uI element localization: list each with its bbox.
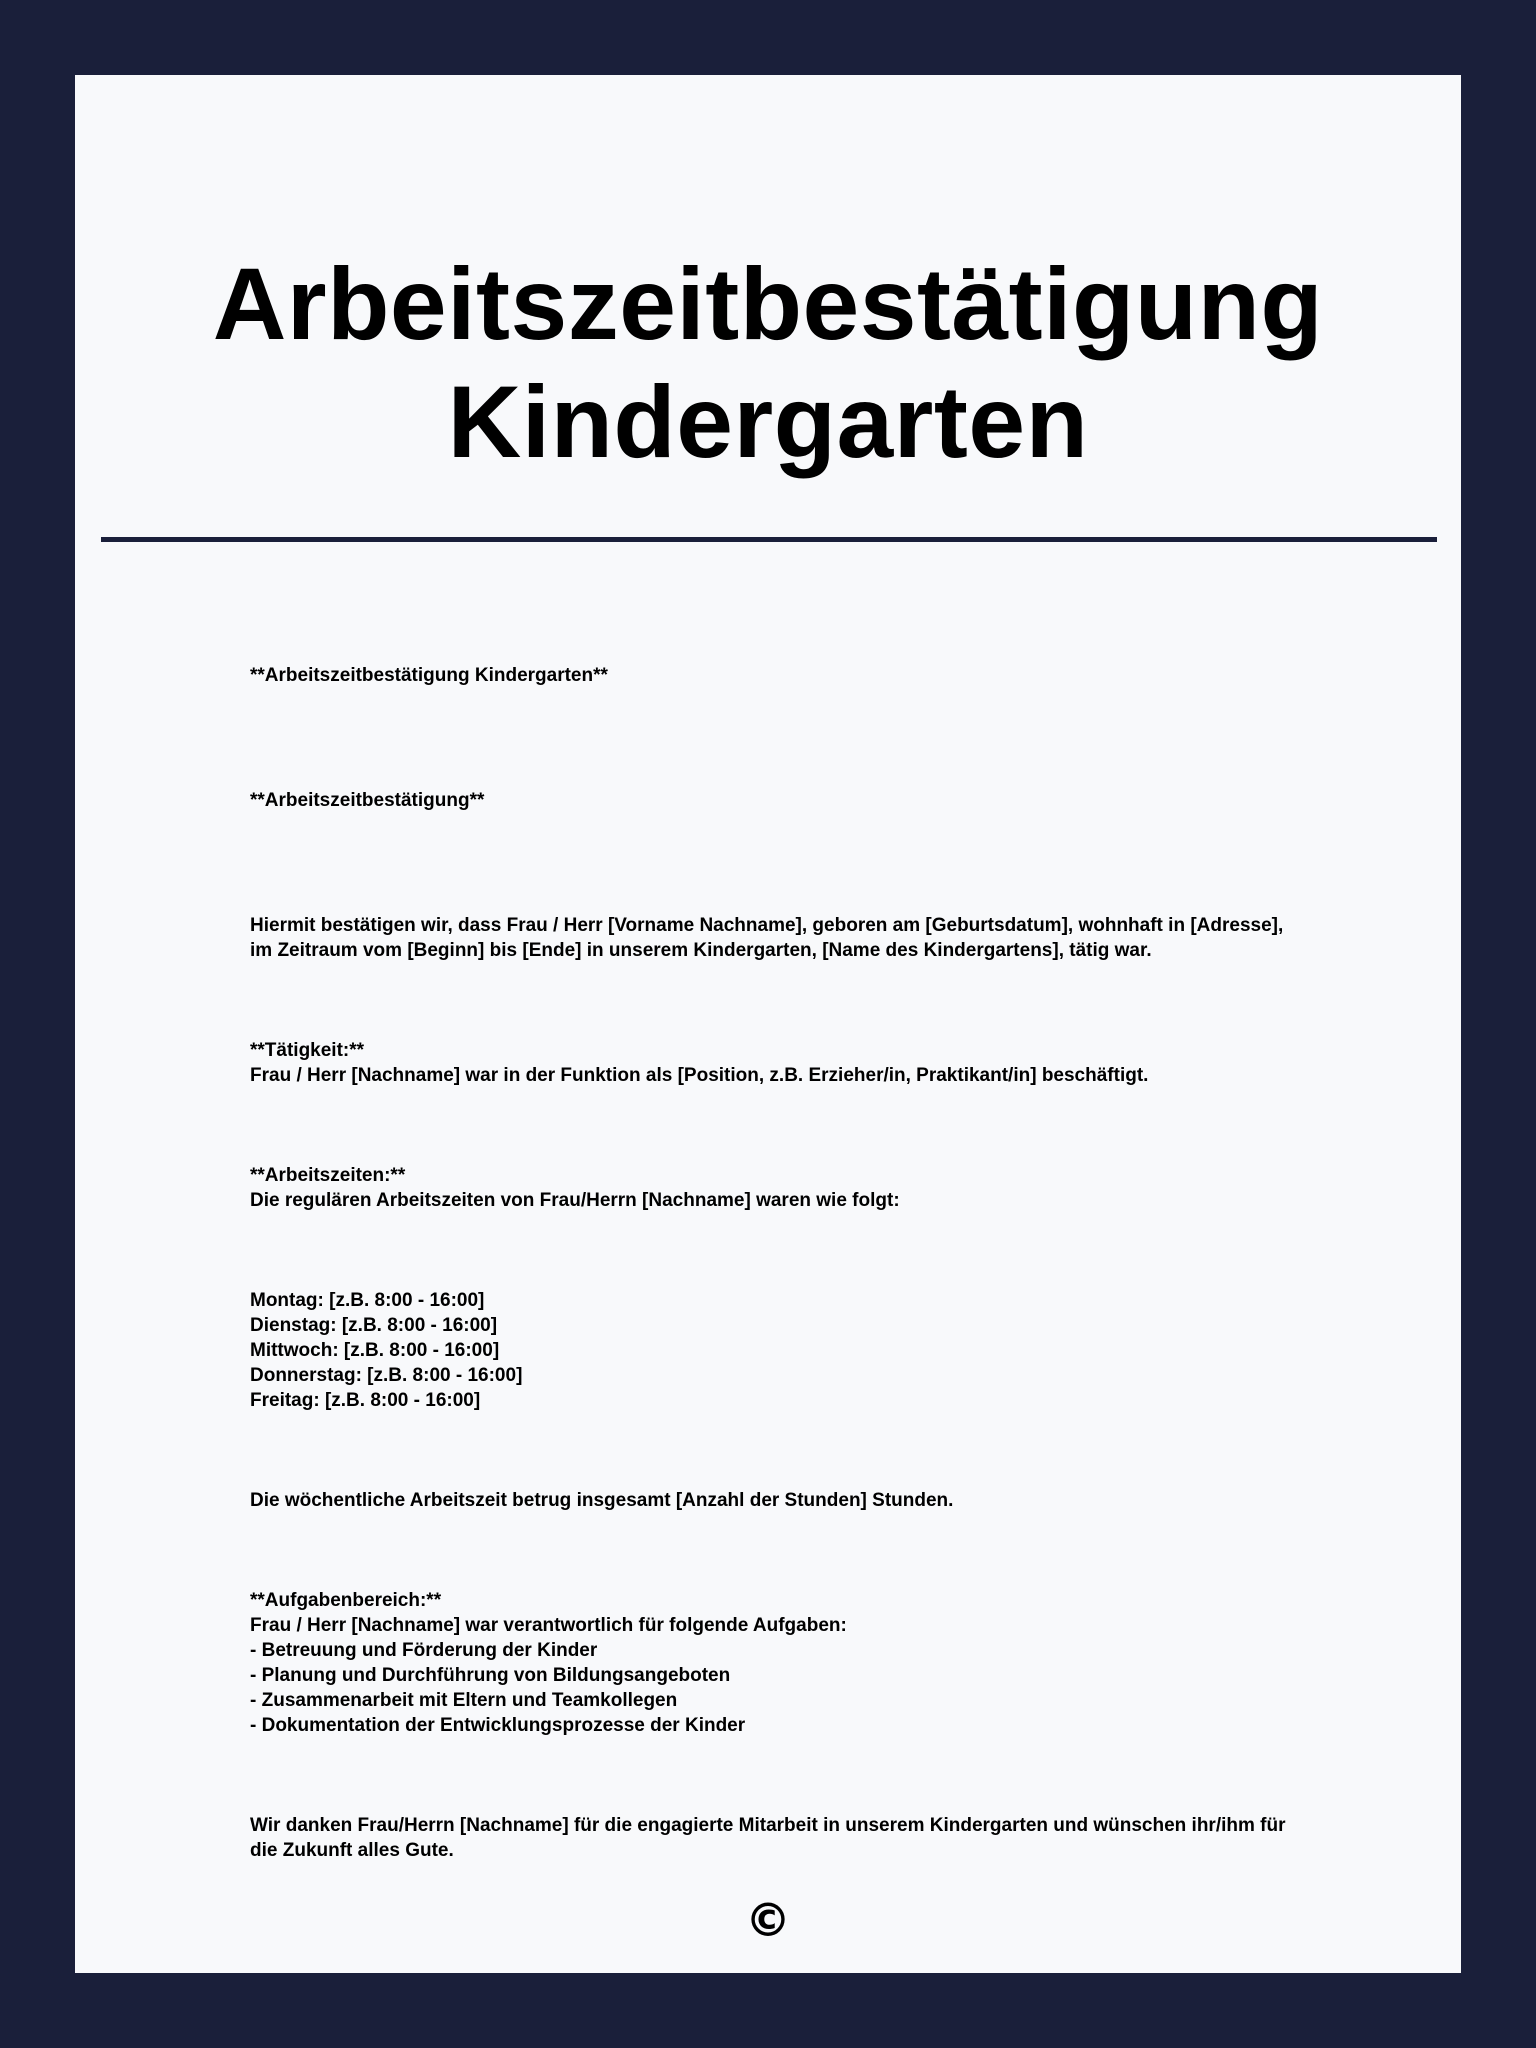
closing-paragraph: Wir danken Frau/Herrn [Nachname] für die engagierte Mitarbeit in unserem Kindergarten und wünschen ihr/ihm für die Zukunft alles Gute. <box>250 1815 1286 1861</box>
page-title: Arbeitszeitbestätigung Kindergarten <box>212 247 1324 479</box>
aufgaben-item: - Planung und Durchführung von Bildungsangeboten <box>250 1665 731 1686</box>
document-page <box>75 75 1461 1973</box>
intro-paragraph: Hiermit bestätigen wir, dass Frau / Herr [Vorname Nachname], geboren am [Geburtsdatum], wohnhaft in [Adresse], im Zeitraum vom [Beginn] bis [Ende] in unserem Kindergarten, [Name des Kindergartens], tätig war. <box>250 915 1284 961</box>
taetigkeit-label: **Tätigkeit:** <box>250 1040 365 1061</box>
copyright-icon: © <box>745 1893 791 1947</box>
schedule-tuesday: Dienstag: [z.B. 8:00 - 16:00] <box>250 1315 498 1336</box>
arbeitszeiten-label: **Arbeitszeiten:** <box>250 1165 406 1186</box>
schedule-friday: Freitag: [z.B. 8:00 - 16:00] <box>250 1390 481 1411</box>
schedule-monday: Montag: [z.B. 8:00 - 16:00] <box>250 1290 485 1311</box>
aufgaben-item: - Zusammenarbeit mit Eltern und Teamkollegen <box>250 1690 678 1711</box>
arbeitszeiten-text: Die regulären Arbeitszeiten von Frau/Herrn [Nachname] waren wie folgt: <box>250 1190 900 1211</box>
title-divider <box>101 537 1437 542</box>
aufgaben-text: Frau / Herr [Nachname] war verantwortlich für folgende Aufgaben: <box>250 1615 847 1636</box>
aufgaben-item: - Betreuung und Förderung der Kinder <box>250 1640 598 1661</box>
document-body <box>250 663 1290 1863</box>
heading-document: **Arbeitszeitbestätigung Kindergarten** <box>250 665 608 686</box>
schedule-thursday: Donnerstag: [z.B. 8:00 - 16:00] <box>250 1365 523 1386</box>
taetigkeit-text: Frau / Herr [Nachname] war in der Funktion als [Position, z.B. Erzieher/in, Praktikant/in] beschäftigt. <box>250 1065 1149 1086</box>
schedule-wednesday: Mittwoch: [z.B. 8:00 - 16:00] <box>250 1340 500 1361</box>
aufgaben-item: - Dokumentation der Entwicklungsprozesse der Kinder <box>250 1715 746 1736</box>
heading-confirmation: **Arbeitszeitbestätigung** <box>250 790 485 811</box>
aufgaben-label: **Aufgabenbereich:** <box>250 1590 442 1611</box>
weekly-hours: Die wöchentliche Arbeitszeit betrug insgesamt [Anzahl der Stunden] Stunden. <box>250 1490 954 1511</box>
